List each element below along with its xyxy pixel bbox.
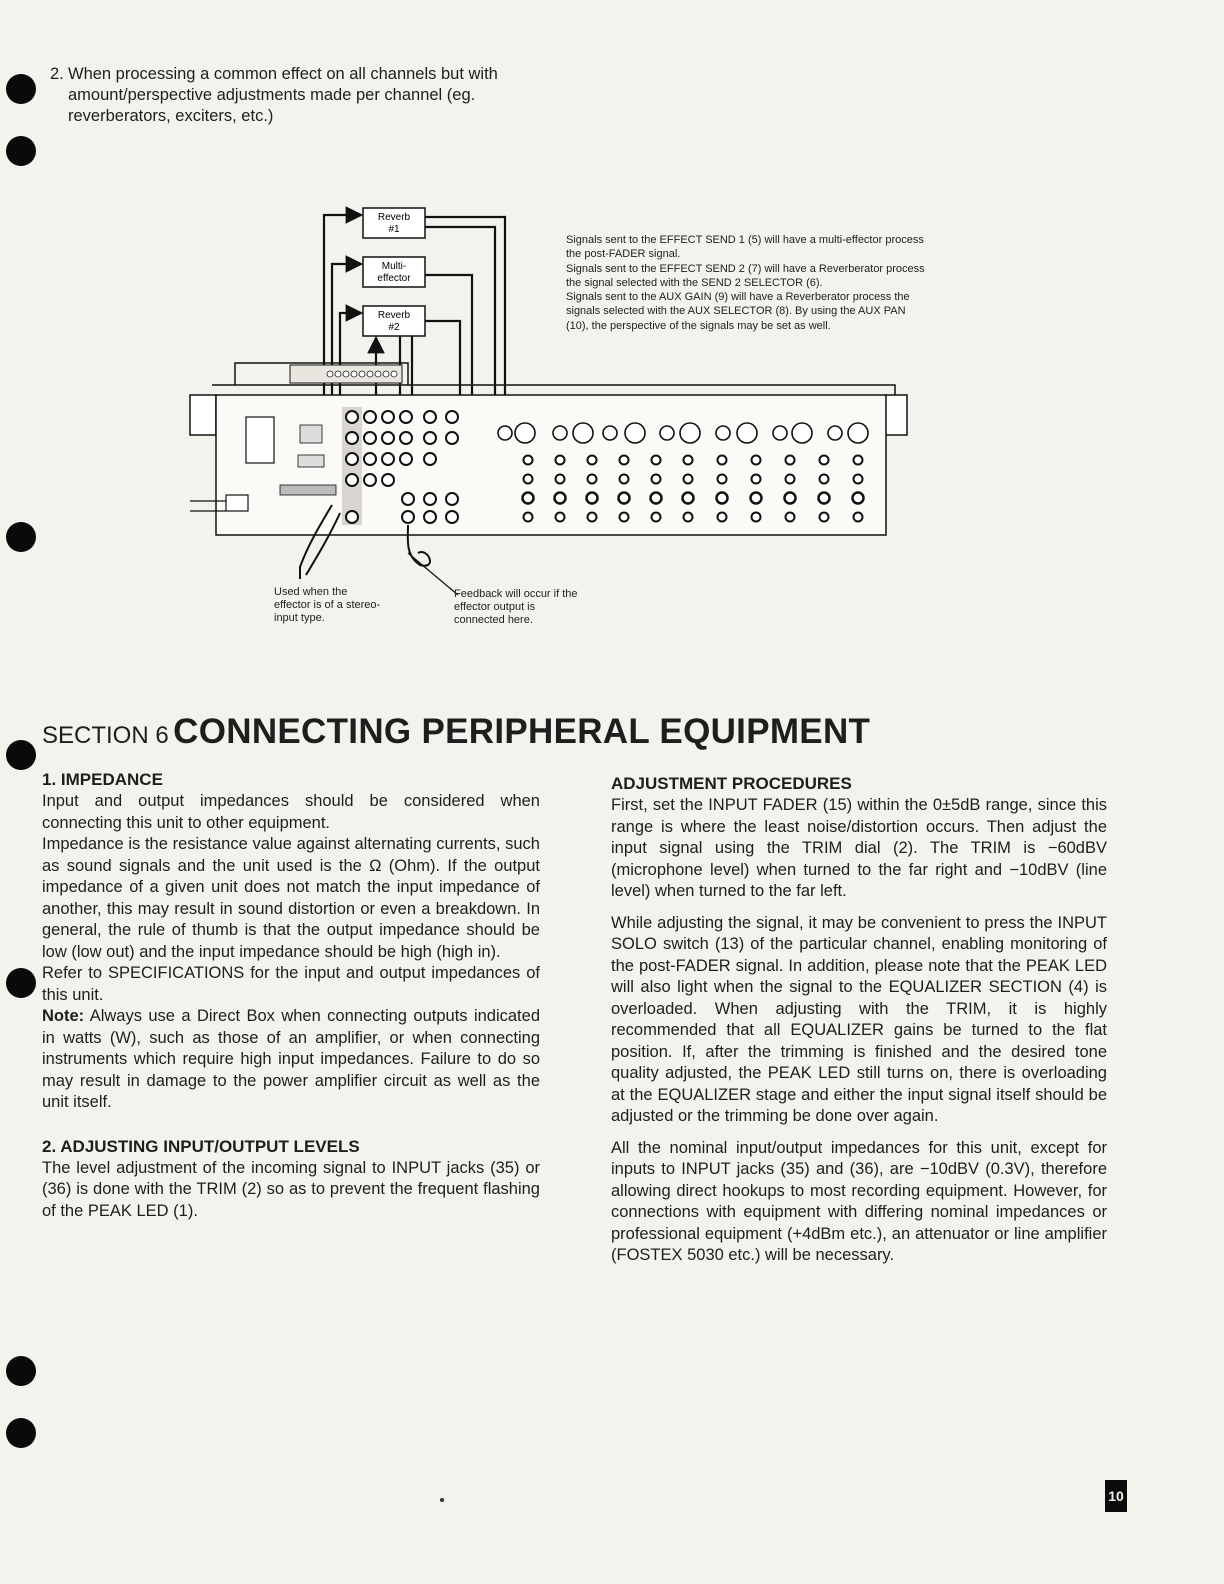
adjustment-heading: ADJUSTMENT PROCEDURES — [611, 774, 852, 793]
intro-number: 2. — [50, 65, 64, 83]
reverb2-label-line1: Reverb — [377, 310, 411, 321]
section-title: CONNECTING PERIPHERAL EQUIPMENT — [173, 712, 871, 751]
impedance-note — [42, 1006, 540, 1114]
adjustment-p2: While adjusting the signal, it may be convenient to press the INPUT SOLO switch (13) of the particular channel, enabling monitoring of the post-FADER signal. In addition, please note that the PEAK LED will also light when the signal to the EQUALIZER SECTION (4) is overloaded. When adjusting with the TRIM, it is highly recommended that all EQUALIZER gains be turned to the flat position. If, after the trimming is finished and the desired tone quality adjusted, the PEAK LED still turns on, there is overloading at the EQUALIZER stage and either the input signal itself should be adjusted or the trimming be done over again. — [611, 913, 1107, 1125]
reverb1-box — [363, 208, 425, 238]
multi-effector-label-line2: effector — [377, 273, 411, 284]
reverb2-box — [363, 306, 425, 336]
punch-hole — [6, 740, 36, 770]
punch-hole — [6, 136, 36, 166]
adjustment-p3: All the nominal input/output impedances for this unit, except for inputs to INPUT jacks (35) and (36), are −10dBV (0.3V), therefore allowing direct hookups to most recording equipment. However, for connections with equipment with differing nominal impedances or professional equipment (+4dBm etc.), an attenuator or line amplifier (FOSTEX 5030 etc.) will be necessary. — [611, 1138, 1107, 1264]
adjustment-p1: First, set the INPUT FADER (15) within the 0±5dB range, since this range is where the least noise/distortion occurs. Then adjust the input signal using the TRIM dial (2). The TRIM is −60dBV (microphone level) when turned to the far right and −10dBV (line level) when turned to the far left. — [611, 796, 1107, 900]
punch-hole — [6, 522, 36, 552]
punch-hole — [6, 1356, 36, 1386]
note-aux-gain: Signals sent to the AUX GAIN (9) will have a Reverberator process the signals selected with the AUX SELECTOR (8). By using the AUX PAN (10), the perspective of the signals may be set as well. — [566, 291, 910, 332]
callout-stereo-input: Used when the effector is of a stereo-input type. — [274, 586, 381, 624]
left-column — [42, 769, 540, 1222]
diagram-notes — [566, 233, 926, 333]
section-label: SECTION 6 — [42, 722, 169, 749]
punch-hole — [6, 968, 36, 998]
punch-hole — [6, 74, 36, 104]
callout-feedback: Feedback will occur if the effector output is connected here. — [454, 588, 578, 626]
right-column — [611, 773, 1107, 1277]
reverb2-label-line2: #2 — [388, 322, 400, 333]
note-effect-send2: Signals sent to the EFFECT SEND 2 (7) will have a Reverberator process the signal selected with the SEND 2 SELECTOR (6). — [566, 262, 925, 289]
page-number: 10 — [1105, 1480, 1127, 1512]
stray-dot — [440, 1498, 444, 1502]
levels-p1: The level adjustment of the incoming signal to INPUT jacks (35) or (36) is done with the TRIM (2) so as to prevent the frequent flashing of the PEAK LED (1). — [42, 1158, 540, 1220]
levels-heading: 2. ADJUSTING INPUT/OUTPUT LEVELS — [42, 1136, 360, 1156]
section-heading — [42, 712, 870, 752]
impedance-heading: 1. IMPEDANCE — [42, 770, 163, 789]
mixer-rear-panel — [190, 395, 907, 535]
multi-effector-box — [363, 257, 425, 287]
impedance-p1: Input and output impedances should be considered when connecting this unit to other equipment. — [42, 792, 540, 832]
note-label: Note: — [42, 1007, 85, 1025]
impedance-p3: Refer to SPECIFICATIONS for the input and output impedances of this unit. — [42, 964, 540, 1004]
reverb1-label-line2: #1 — [388, 224, 400, 235]
note-effect-send1: Signals sent to the EFFECT SEND 1 (5) will have a multi-effector process the post-FADER signal. — [566, 234, 924, 261]
punch-hole — [6, 1418, 36, 1448]
note-text: Always use a Direct Box when connecting outputs indicated in watts (W), such as those of an amplifier, or when connecting instruments which require high input impedances. Failure to do so may result in damage to the power amplifier circuit as well as the unit itself. — [42, 1007, 540, 1111]
intro-item — [50, 64, 550, 127]
intro-text: When processing a common effect on all channels but with amount/perspective adjustments made per channel (eg. reverberators, exciters, etc.) — [68, 65, 498, 125]
multi-effector-label-line1: Multi- — [381, 261, 407, 272]
impedance-p2: Impedance is the resistance value against alternating currents, such as sound signals and the unit used is the Ω (Ohm). If the output impedance of a given unit does not match the input impedance of another, this may result in sound distortion or even a breakdown. In general, the rule of thumb is that the output impedance should be low (low out) and the input impedance should be high (high in). — [42, 835, 540, 961]
reverb1-label-line1: Reverb — [377, 212, 411, 223]
